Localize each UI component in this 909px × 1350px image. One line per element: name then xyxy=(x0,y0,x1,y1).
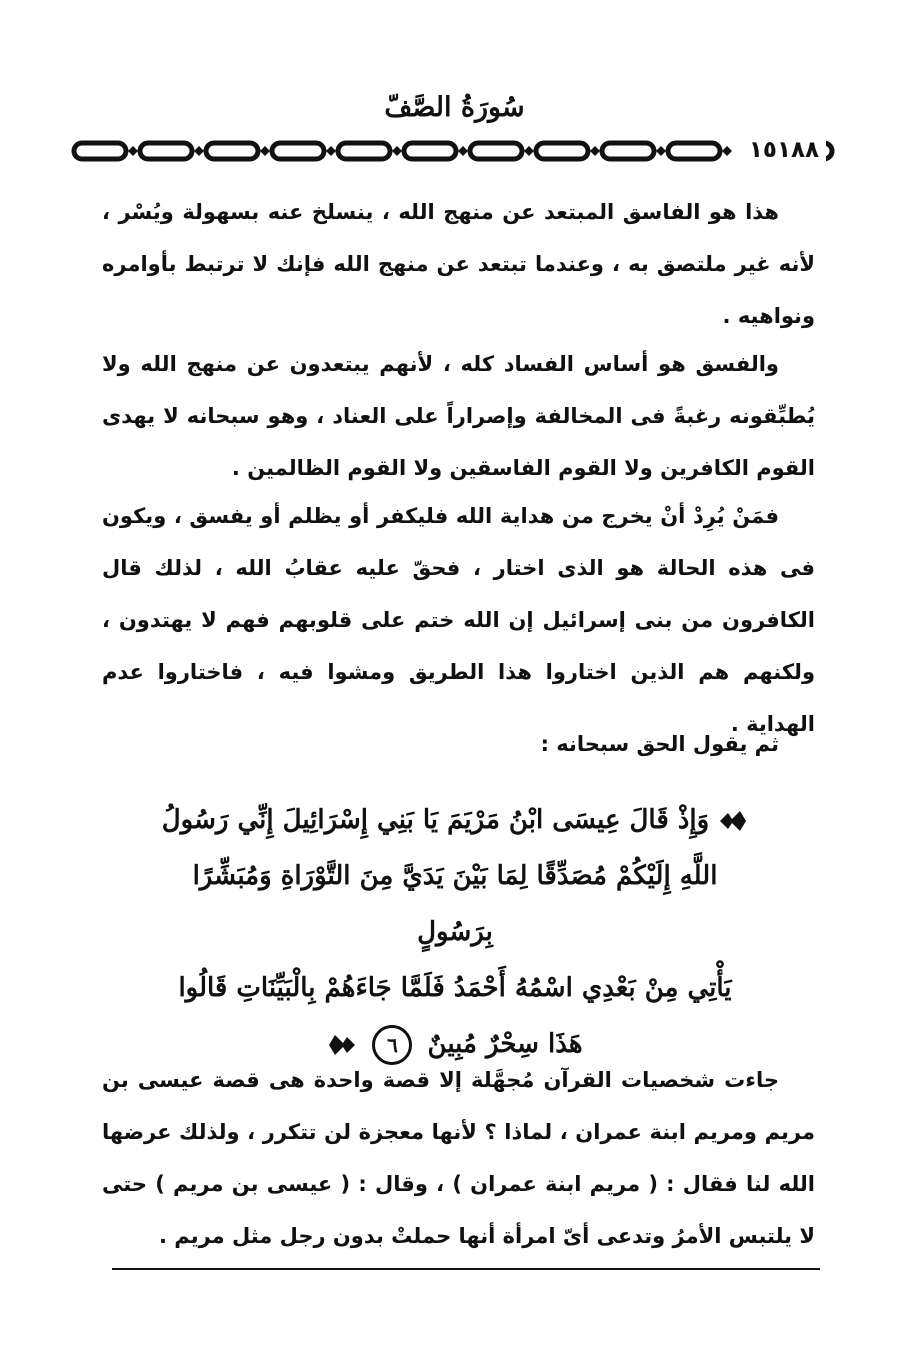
chain-diamond xyxy=(524,146,534,156)
chain-link xyxy=(74,143,126,159)
chain-diamond xyxy=(260,146,270,156)
chain-diamond xyxy=(656,146,666,156)
chain-diamond xyxy=(458,146,468,156)
chain-diamond xyxy=(392,146,402,156)
page-number: ١٥١٨٨ xyxy=(742,136,826,164)
paragraph-3: فمَنْ يُرِدْ أنْ يخرج من هداية الله فليكفر أو يظلم أو يفسق ، ويكون فى هذه الحالة هو الذى اختار ، فحقّ عليه عقابُ الله ، لذلك قال الكافرون من بنى إسرائيل إن الله ختم على قلوبهم فهم لا يهتدون ، ولكنهم هم الذين اختاروا هذا الطريق ومشوا فيه ، فاختاروا عدم الهداية . xyxy=(102,504,815,736)
ayah-number-badge: ٦ xyxy=(372,1025,412,1065)
chain-link xyxy=(404,143,456,159)
chain-link xyxy=(140,143,192,159)
chain-link xyxy=(602,143,654,159)
quran-verse xyxy=(160,792,750,1072)
paragraph-4: ثم يقول الحق سبحانه : xyxy=(540,732,779,756)
chain-diamond xyxy=(326,146,336,156)
verse-line-4-text: هَذَا سِحْرٌ مُبِينٌ xyxy=(427,1029,583,1059)
chain-link xyxy=(536,143,588,159)
chain-diamond xyxy=(194,146,204,156)
verse-line-1-text: وَإِذْ قَالَ عِيسَى ابْنُ مَرْيَمَ يَا بَنِي إِسْرَائِيلَ إِنِّي رَسُولُ xyxy=(161,805,710,835)
paragraph-5: جاءت شخصيات القرآن مُجهَّلة إلا قصة واحدة هى قصة عيسى بن مريم ومريم ابنة عمران ، لماذا ؟ لأنها معجزة لن تتكرر ، ولذلك عرضها الله لنا فقال : ( مريم ابنة عمران ) ، وقال : ( عيسى بن مريم ) حتى لا يلتبس الأمرُ وتدعى أىّ امرأة أنها حملتْ بدون رجل مثل مريم . xyxy=(102,1068,815,1248)
header-ornament-band xyxy=(70,138,836,164)
chain-diamond xyxy=(128,146,138,156)
verse-line-2: اللَّهِ إِلَيْكُمْ مُصَدِّقًا لِمَا بَيْنَ يَدَيَّ مِنَ التَّوْرَاةِ وَمُبَشِّرًا بِرَسُولٍ xyxy=(192,861,718,947)
flower-ornament-icon xyxy=(718,809,748,833)
chain-link xyxy=(338,143,390,159)
paragraph-2: والفسق هو أساس الفساد كله ، لأنهم يبتعدون عن منهج الله ولا يُطبِّقونه رغبةً فى المخالفة وإصراراً على العناد ، وهو سبحانه لا يهدى القوم الكافرين ولا القوم الفاسقين ولا القوم الظالمين . xyxy=(102,352,815,480)
verse-line-3: يَأْتِي مِنْ بَعْدِي اسْمُهُ أَحْمَدُ فَلَمَّا جَاءَهُمْ بِالْبَيِّنَاتِ قَالُوا xyxy=(178,973,732,1003)
chain-diamond xyxy=(722,146,732,156)
chain-link xyxy=(470,143,522,159)
chain-link xyxy=(272,143,324,159)
surah-title: سُورَةُ الصَّفّ xyxy=(384,92,525,123)
verse-line-1 xyxy=(160,792,750,848)
paragraph-1: هذا هو الفاسق المبتعد عن منهج الله ، ينسلخ عنه بسهولة ويُسْر ، لأنه غير ملتصق به ، وعندما تبتعد عن منهج الله فإنك لا ترتبط بأوامره ونواهيه . xyxy=(102,200,815,328)
bottom-divider xyxy=(112,1268,820,1270)
chain-link xyxy=(206,143,258,159)
chain-link xyxy=(668,143,720,159)
chain-diamond xyxy=(590,146,600,156)
